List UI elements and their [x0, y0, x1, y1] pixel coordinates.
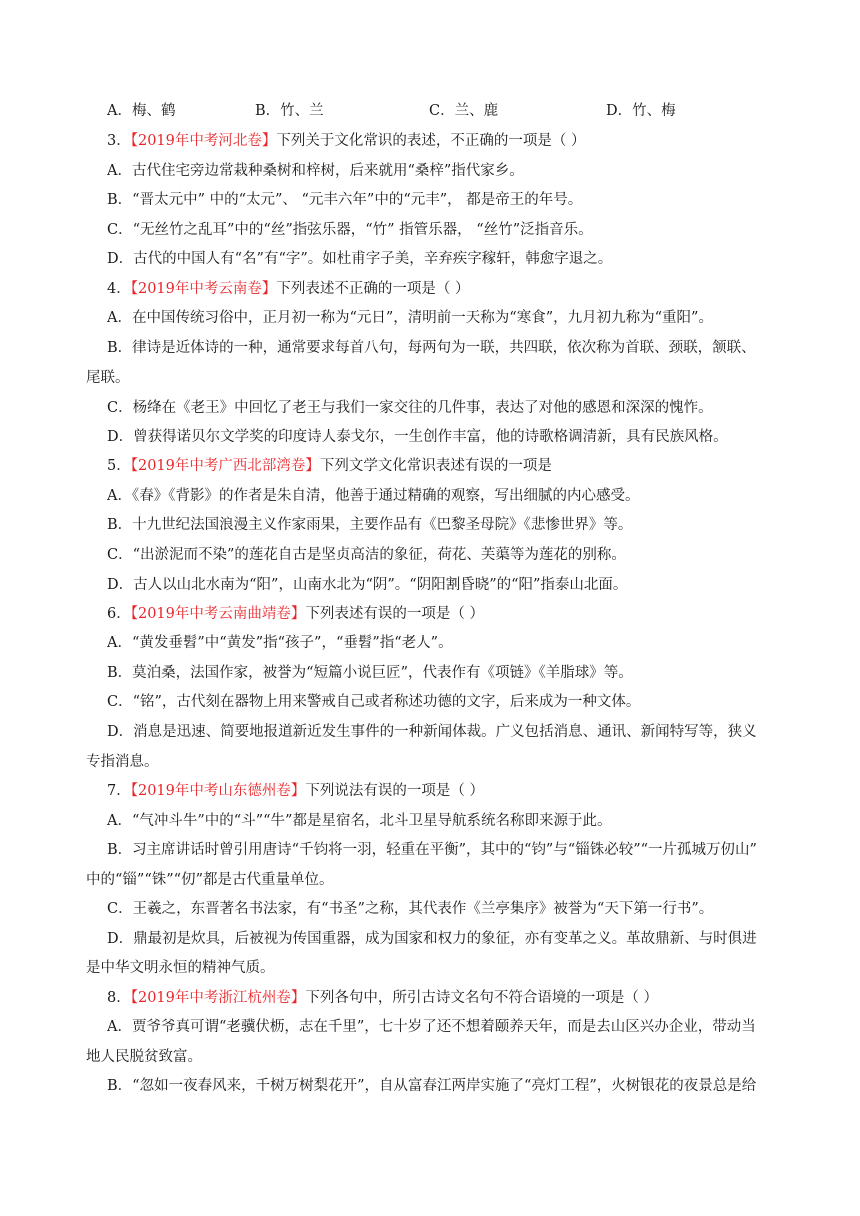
question-5-option-a: A．《春》《背影》的作者是朱自清，他善于通过精确的观察，写出细腻的内心感受。 — [107, 488, 640, 504]
question-8-option-a: A．贾爷爷真可谓“老骥伏枥，志在千里”，七十岁了还不想着颐养天年，而是去山区兴办企业，带动当 — [107, 1019, 756, 1035]
question-7-option-c: C．王羲之，东晋著名书法家，有“书圣”之称，其代表作《兰亭集序》被誉为“天下第一行书”。 — [107, 901, 714, 917]
source-tag: 【2019年中考河北卷】 — [130, 133, 277, 149]
question-7-option-b: B．习主席讲话时曾引用唐诗“千钧将一羽，轻重在平衡”，其中的“钧”与“锱铢必较”“一片孤城万仞山” — [107, 842, 757, 858]
question-4-option-a: A．在中国传统习俗中，正月初一称为“元日”，清明前一天称为“寒食”，九月初九称为“重阳”。 — [107, 310, 713, 326]
question-7-stem — [107, 781, 787, 801]
question-text: 下列各句中，所引古诗文名句不符合语境的一项是（ ） — [305, 990, 658, 1006]
option-a: A．梅、鹤 — [107, 103, 176, 119]
question-6-stem — [107, 604, 787, 624]
question-7-option-a: A．“气冲斗牛”中的“斗”“牛”都是星宿名，北斗卫星导航系统名称即来源于此。 — [107, 813, 612, 829]
source-tag: 【2019年中考广西北部湾卷】 — [130, 458, 320, 474]
question-7-option-b-continued: 中的“锱”“铢”“仞”都是古代重量单位。 — [86, 872, 334, 888]
question-7-option-d-continued: 是中华文明永恒的精神气质。 — [86, 960, 275, 976]
question-3-option-c: C．“无丝竹之乱耳”中的“丝”指弦乐器，“竹” 指管乐器， “丝竹”泛指音乐。 — [107, 222, 593, 238]
question-6-option-a: A．“黄发垂髫”中“黄发”指“孩子”，“垂髫”指“老人”。 — [107, 635, 453, 651]
option-c: C．兰、鹿 — [429, 103, 499, 119]
question-text: 下列关于文化常识的表述，不正确的一项是（ ） — [276, 133, 586, 149]
source-tag: 【2019年中考云南卷】 — [130, 281, 277, 297]
question-number: 8． — [107, 990, 131, 1006]
question-3-option-d: D．古代的中国人有“名”有“字”。如杜甫字子美，辛弃疾字稼轩，韩愈字退之。 — [107, 251, 613, 267]
question-number: 5． — [107, 458, 131, 474]
source-tag: 【2019年中考山东德州卷】 — [130, 783, 306, 799]
question-5-stem — [107, 456, 787, 476]
question-number: 6． — [107, 606, 131, 622]
question-6-option-d-continued: 专指消息。 — [86, 754, 159, 770]
question-6-option-d: D．消息是迅速、简要地报道新近发生事件的一种新闻体裁。广义包括消息、通讯、新闻特写等，狭义 — [107, 724, 757, 740]
question-4-option-c: C．杨绛在《老王》中回忆了老王与我们一家交往的几件事，表达了对他的感恩和深深的愧怍。 — [107, 400, 713, 416]
question-8-stem — [107, 988, 787, 1008]
question-text: 下列文学文化常识表述有误的一项是 — [319, 458, 552, 474]
question-number: 4． — [107, 281, 131, 297]
question-number: 3． — [107, 133, 131, 149]
question-4-stem — [107, 279, 787, 299]
question-number: 7． — [107, 783, 131, 799]
question-8-option-a-continued: 地人民脱贫致富。 — [86, 1049, 202, 1065]
question-3-stem — [107, 131, 787, 151]
question-5-option-c: C．“出淤泥而不染”的莲花自古是坚贞高洁的象征，荷花、芙蕖等为莲花的别称。 — [107, 547, 626, 563]
option-b: B．竹、兰 — [255, 103, 324, 119]
source-tag: 【2019年中考浙江杭州卷】 — [130, 990, 306, 1006]
question-3-option-a: A．古代住宅旁边常栽种桑树和梓树，后来就用“桑梓”指代家乡。 — [107, 163, 524, 179]
question-4-option-b: B．律诗是近体诗的一种，通常要求每首八句，每两句为一联，共四联，依次称为首联、颈联，颔联、 — [107, 340, 756, 356]
option-d: D．竹、梅 — [606, 103, 676, 119]
source-tag: 【2019年中考云南曲靖卷】 — [130, 606, 306, 622]
question-8-option-b: B．“忽如一夜春风来，千树万树梨花开”，自从富春江两岸实施了“亮灯工程”，火树银花的夜景总是给 — [107, 1078, 757, 1094]
question-3-option-b: B．“晋太元中” 中的“太元”、 “元丰六年”中的“元丰”， 都是帝王的年号。 — [107, 192, 583, 208]
question-4-option-d: D．曾获得诺贝尔文学奖的印度诗人泰戈尔，一生创作丰富，他的诗歌格调清新，具有民族风格。 — [107, 429, 728, 445]
question-5-option-d: D．古人以山北水南为“阳”，山南水北为“阴”。“阴阳割昏晓”的“阳”指泰山北面。 — [107, 577, 628, 593]
question-5-option-b: B．十九世纪法国浪漫主义作家雨果，主要作品有《巴黎圣母院》《悲惨世界》等。 — [107, 517, 633, 533]
question-6-option-c: C．“铭”，古代刻在器物上用来警戒自己或者称述功德的文字，后来成为一种文体。 — [107, 694, 641, 710]
question-4-option-b-continued: 尾联。 — [86, 370, 130, 386]
question-text: 下列表述不正确的一项是（ ） — [276, 281, 470, 297]
question-6-option-b: B．莫泊桑，法国作家，被誉为“短篇小说巨匠”，代表作有《项链》《羊脂球》等。 — [107, 665, 633, 681]
question-text: 下列说法有误的一项是（ ） — [305, 783, 484, 799]
question-7-option-d: D．鼎最初是炊具，后被视为传国重器，成为国家和权力的象征，亦有变革之义。革故鼎新、与时俱进 — [107, 931, 757, 947]
question-text: 下列表述有误的一项是（ ） — [305, 606, 484, 622]
